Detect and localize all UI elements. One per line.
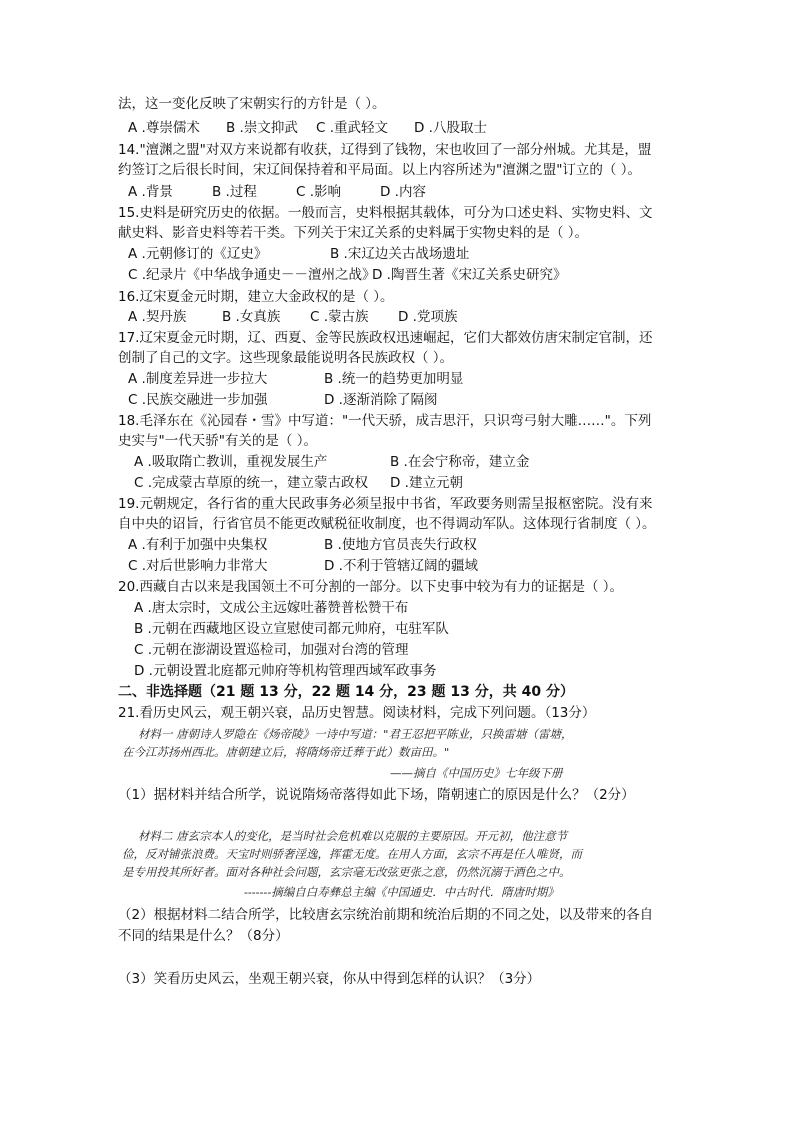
- q14-options: [128, 182, 426, 202]
- q17-option-d: D .逐渐消除了隔阂: [324, 392, 438, 408]
- q18-option-d: D .建立元朝: [390, 475, 463, 491]
- material1-source: ——摘自《中国历史》七年级下册: [390, 766, 563, 780]
- q14-option-d: D .内容: [380, 184, 426, 200]
- q16-option-a: A .契丹族: [128, 309, 187, 325]
- q13-option-c: C .重武轻文: [316, 120, 389, 136]
- q15-stem-line1: 15.史料是研究历史的依据。一般而言，史料根据其载体，可分为口述史料、实物史料、文: [118, 205, 653, 221]
- q14-option-c: C .影响: [296, 184, 342, 200]
- q13-options: [128, 118, 487, 138]
- q19-option-b: B .使地方官员丧失行政权: [324, 537, 477, 553]
- q19-option-c: C .对后世影响力非常大: [128, 558, 268, 574]
- q20-option-a: A .唐太宗时，文成公主远嫁吐蕃赞普松赞干布: [134, 600, 409, 616]
- q15-option-c: C .纪录片《中华战争通史－－澶州之战》: [128, 267, 376, 283]
- q18-options-row1: [134, 452, 529, 472]
- q19-options-row2: [128, 556, 478, 576]
- q13-option-b: B .崇文抑武: [226, 120, 298, 136]
- material1-line1: 材料一 唐朝诗人罗隐在《炀帝陵》一诗中写道："君王忍把平陈业，只换雷塘（雷塘，: [138, 727, 573, 741]
- q19-stem-line2: 自中央的诏旨，行省官员不能更改赋税征收制度，也不得调动军队。这体现行省制度（ ）。: [118, 516, 656, 532]
- q14-option-a: A .背景: [128, 184, 173, 200]
- q19-stem-line1: 19.元朝规定，各行省的重大民政事务必须呈报中书省，军政要务则需呈报枢密院。没有来: [118, 496, 653, 512]
- q18-options-row2: [134, 473, 463, 493]
- material2-line1: 材料二 唐玄宗本人的变化，是当时社会危机难以克服的主要原因。开元初，他注意节: [138, 829, 568, 843]
- q18-option-c: C .完成蒙古草原的统一，建立蒙古政权: [134, 475, 369, 491]
- q17-stem-line2: 创制了自己的文字。这些现象最能说明各民族政权（ ）。: [118, 350, 454, 366]
- q16-options: [128, 307, 457, 327]
- material2-line3: 是专用投其所好者。面对各种社会问题，玄宗毫无改弦更张之意，仍然沉溺于酒色之中。: [122, 865, 571, 879]
- section-heading-nonchoice: 二、非选择题（21 题 13 分，22 题 14 分，23 题 13 分，共 40 分）: [118, 684, 574, 700]
- q21-sub2-line1: （2）根据材料二结合所学，比较唐玄宗统治前期和统治后期的不同之处，以及带来的各自: [118, 907, 654, 923]
- q16-option-b: B .女真族: [222, 309, 281, 325]
- q20-option-c: C .元朝在澎湖设置巡检司，加强对台湾的管理: [134, 642, 409, 658]
- q17-options-row1: [128, 369, 463, 389]
- q19-option-a: A .有利于加强中央集权: [128, 537, 268, 553]
- q17-option-c: C .民族交融进一步加强: [128, 392, 268, 408]
- q15-stem-line2: 献史料、影音史料等若干类。下列关于宋辽关系的史料属于实物史料的是（ ）。: [118, 225, 589, 241]
- q16-option-d: D .党项族: [398, 309, 458, 325]
- q21-stem: 21.看历史风云，观王朝兴衰，品历史智慧。阅读材料，完成下列问题。（13分）: [118, 705, 596, 721]
- q17-option-a: A .制度差异进一步拉大: [128, 371, 268, 387]
- q21-sub1: （1）据材料并结合所学，说说隋炀帝落得如此下场，隋朝速亡的原因是什么？（2分）: [118, 787, 635, 803]
- q15-option-d: D .陶晋生著《宋辽关系史研究》: [372, 267, 567, 283]
- q15-option-a: A .元朝修订的《辽史》: [128, 246, 268, 262]
- q20-stem: 20.西藏自古以来是我国领土不可分割的一部分。以下史事中较为有力的证据是（ ）。: [118, 579, 624, 595]
- q14-option-b: B .过程: [212, 184, 257, 200]
- q13-option-d: D .八股取士: [414, 120, 487, 136]
- q14-stem-line1: 14."澶渊之盟"对双方来说都有收获，辽得到了钱物，宋也收回了一部分州城。尤其是，盟: [118, 142, 652, 158]
- q18-stem-line1: 18.毛泽东在《沁园春・雪》中写道："一代天骄，成吉思汗，只识弯弓射大雕……"。下列: [118, 413, 652, 429]
- material2-line2: 俭，反对铺张浪费。天宝时则骄奢淫逸，挥霍无度。在用人方面，玄宗不再是任人唯贤，而: [122, 847, 582, 861]
- q21-sub3: （3）笑看历史风云，坐观王朝兴衰，你从中得到怎样的认识？（3分）: [118, 971, 541, 987]
- material1-line2: 在今江苏扬州西北。唐朝建立后，将隋炀帝迁葬于此）数亩田。": [122, 745, 450, 759]
- q21-sub2-line2: 不同的结果是什么？（8分）: [118, 928, 289, 944]
- q17-options-row2: [128, 390, 437, 410]
- material2-source: -------摘编自白寿彝总主编《中国通史．中古时代．隋唐时期》: [244, 885, 559, 899]
- q18-option-a: A .吸取隋亡教训，重视发展生产: [134, 454, 328, 470]
- q16-option-c: C .蒙古族: [310, 309, 369, 325]
- q15-options-row2: [128, 265, 566, 285]
- q20-option-b: B .元朝在西藏地区设立宣慰使司都元帅府，屯驻军队: [134, 621, 449, 637]
- q13-stem-end: 法，这一变化反映了宋朝实行的方针是（ ）。: [118, 96, 386, 112]
- q15-option-b: B .宋辽边关古战场遗址: [330, 246, 470, 262]
- q20-option-d: D .元朝设置北庭都元帅府等机构管理西域军政事务: [134, 663, 437, 679]
- q16-stem: 16.辽宋夏金元时期，建立大金政权的是（ ）。: [118, 289, 394, 305]
- q13-option-a: A .尊崇儒术: [128, 120, 200, 136]
- q18-stem-line2: 史实与"一代天骄"有关的是（ ）。: [118, 433, 317, 449]
- q19-option-d: D .不利于管辖辽阔的疆域: [324, 558, 478, 574]
- q17-stem-line1: 17.辽宋夏金元时期，辽、西夏、金等民族政权迅速崛起，它们大都效仿唐宋制定官制，还: [118, 330, 653, 346]
- q18-option-b: B .在会宁称帝，建立金: [390, 454, 530, 470]
- q14-stem-line2: 约签订之后很长时间，宋辽间保持着和平局面。以上内容所述为"澶渊之盟"订立的（ ）。: [118, 162, 641, 178]
- q17-option-b: B .统一的趋势更加明显: [324, 371, 464, 387]
- q15-options-row1: [128, 244, 469, 264]
- q19-options-row1: [128, 535, 477, 555]
